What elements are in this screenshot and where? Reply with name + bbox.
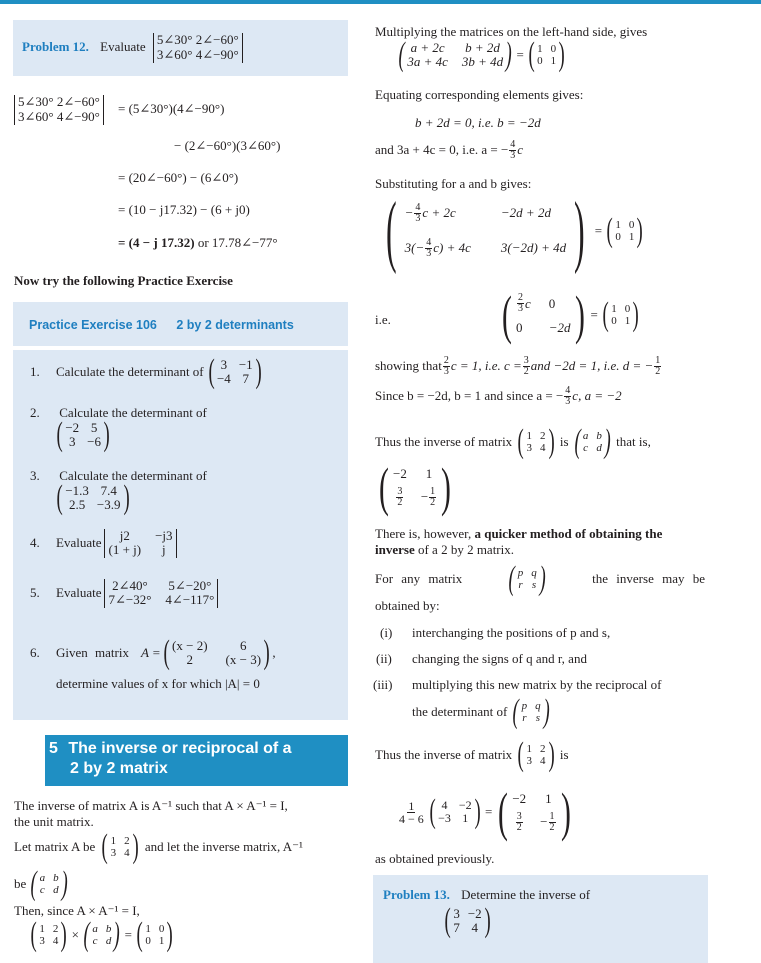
body-p3	[14, 867, 70, 901]
practice-item-6: 6. Given matrix A = ( (x − 2) 6 2 (x − 3) ) ,	[30, 634, 276, 671]
m22: (x − 3)	[225, 652, 262, 667]
m21: 7	[453, 920, 460, 935]
m21: 2	[186, 652, 194, 667]
step-num: (i)	[380, 625, 393, 640]
eq1: b + 2d = 0, i.e. b = −2d	[415, 115, 541, 130]
substitution-equation: ( − $\frac{4}{3}$ c + 2c −2d + 2d 3(− $\frac{4}{3}$ c) + 4c 3(−2d) + 4d ) = ( 1 0 0 1 )	[385, 187, 644, 275]
m21: (1 + j)	[108, 542, 142, 558]
substituting: Substituting for a and b gives:	[375, 176, 532, 191]
body-p1-line1: The inverse of matrix A is A⁻¹ such that A × A⁻¹ = I,	[14, 798, 288, 813]
m22: 4∠−117°	[165, 592, 215, 608]
solution12-line4: = (10 − j17.32) − (6 + j0)	[118, 202, 250, 217]
inv-r1c2: 1	[425, 466, 433, 482]
thus-prefix: Thus the inverse of matrix	[375, 433, 513, 449]
the-inverse-text: the inverse may be	[592, 570, 705, 586]
practice-number: Practice Exercise 106	[29, 318, 157, 332]
eq2-frac	[509, 140, 516, 161]
section-number: 5	[49, 740, 58, 757]
ie-equation: ( $\frac{2}{3}$ c 0 0 −2d ) = ( 1 0 0 1 )	[502, 285, 639, 345]
ie-r2c2: −2d	[548, 320, 571, 336]
problem12-determinant	[153, 33, 243, 63]
solution12-line1: = (5∠30°)(4∠−90°)	[118, 101, 225, 116]
as-obtained: as obtained previously.	[375, 851, 495, 866]
calc-den: 4 − 6	[399, 811, 424, 826]
calc-equation: $\frac{1}{4 - 6}$ ( 4 −2 −3 1 ) = ( −2 1 $\frac{3}{2}$ − $\frac{1}{2}$ )	[399, 782, 571, 842]
body-p3-prefix: be	[14, 875, 27, 891]
m22: −6	[87, 434, 102, 449]
since-suffix: c, a = −2	[572, 388, 622, 404]
top-rule	[0, 0, 761, 4]
lhs-row-2: 3∠60° 4∠−90°	[18, 108, 100, 124]
solution12-alt: or 17.78∠−77°	[194, 235, 278, 250]
step-text: multiplying this new matrix by the reciprocal of	[412, 677, 662, 692]
step-num: (ii)	[376, 651, 392, 666]
section-heading	[45, 735, 348, 786]
practice-item-5	[30, 579, 218, 608]
det-row-2: 3∠60° 4∠−90°	[156, 46, 239, 62]
solution12-answer: = (4 − j 17.32)	[118, 235, 195, 250]
m11: 2∠40°	[112, 578, 148, 593]
m12: −j3	[155, 528, 173, 543]
frac-den: 3	[510, 150, 516, 161]
thus2-line: Thus the inverse of matrix ( 1 2 3 4 ) is	[375, 736, 569, 773]
eq2	[375, 140, 523, 161]
showing: showing that $\frac{2}{3}$ c = 1, i.e. c = $\frac{3}{2}$ and −2d = 1, i.e. d = − $\frac{1}{2}$	[375, 355, 661, 377]
item-text: Calculate the determinant of	[59, 405, 207, 420]
section-title-line2: 2 by 2 matrix	[70, 760, 168, 777]
practice-item-6-line2: determine values of x for which |A| = 0	[56, 676, 260, 691]
m22: −3.9	[96, 497, 121, 512]
eq2-prefix: and 3a + 4c = 0, i.e. a = −	[375, 142, 509, 158]
item-number: 2.	[30, 405, 40, 420]
eq2-suffix: c	[517, 142, 524, 158]
sub-r1c1: c + 2c	[422, 205, 456, 221]
m22: 7	[242, 371, 249, 386]
p11: a + 2c	[410, 39, 445, 55]
step-2	[376, 651, 587, 667]
sub-r2c1: c) + 4c	[433, 240, 471, 256]
det-row-1: 5∠30° 2∠−60°	[156, 32, 239, 47]
item-number: 3.	[30, 468, 40, 483]
matrix-A: ( 1 2 3 4 )	[101, 828, 139, 865]
quicker-method	[375, 526, 705, 559]
item-number: 5.	[30, 585, 40, 601]
frac-num: 4	[510, 139, 516, 150]
m21: 7∠−32°	[108, 592, 152, 608]
step-1	[380, 625, 610, 641]
for-any: For any matrix ( p q r s ) the inverse may be	[375, 560, 705, 597]
item-text: Evaluate	[56, 535, 102, 551]
solution12-line2: − (2∠−60°)(3∠60°)	[174, 138, 281, 153]
p22: 3b + 4d	[461, 54, 504, 69]
calc-num: 1	[408, 798, 415, 813]
item-text: Given matrix	[56, 644, 129, 660]
quicker-plain: There is, however,	[375, 526, 475, 541]
m11: −2	[65, 419, 80, 435]
step-num: (iii)	[373, 677, 393, 692]
sub-r1c2: −2d + 2d	[500, 205, 551, 221]
step-text: interchanging the positions of p and s,	[412, 625, 611, 640]
practice-item-4	[30, 529, 177, 558]
now-try-heading: Now try the following Practice Exercise	[14, 273, 233, 288]
m12: −1	[238, 356, 253, 372]
step-3	[373, 677, 661, 693]
m21: 3	[69, 434, 76, 449]
practice-subtitle: 2 by 2 determinants	[176, 318, 294, 332]
m12: 7.4	[100, 482, 117, 498]
intro: Multiplying the matrices on the left-hand side, gives	[375, 24, 648, 39]
body-p2	[14, 830, 303, 864]
section-title-line1: The inverse or reciprocal of a	[68, 740, 292, 757]
showing-mid2: and −2d = 1, i.e. d = −	[530, 358, 654, 374]
inverse-result: ( −2 1 $\frac{3}{2}$ − $\frac{1}{2}$ )	[379, 457, 452, 517]
practice-item-3-matrix: ( −1.3 7.4 2.5 −3.9 )	[56, 479, 130, 516]
practice-item-2-matrix: ( −2 5 3 −6 )	[56, 416, 110, 453]
m12: 5	[90, 419, 98, 435]
product-matrix: ( a + 2c b + 2d 3a + 4c 3b + 4d )	[398, 36, 512, 73]
m22: j	[162, 542, 166, 558]
ie-r1c2: 0	[548, 295, 556, 311]
showing-prefix: showing that	[375, 358, 442, 374]
p12: b + 2d	[465, 39, 500, 55]
since-line: Since b = −2d, b = 1 and since a = − $\frac{4}{3}$ c, a = −2	[375, 385, 622, 407]
equating: Equating corresponding elements gives:	[375, 87, 584, 102]
item-determinant	[104, 579, 218, 608]
item-text: Calculate the determinant of	[59, 468, 207, 483]
m11: 3	[453, 905, 460, 921]
for-any-text: For any matrix	[375, 570, 463, 586]
m12: 5∠−20°	[168, 578, 212, 593]
m11: (x − 2)	[172, 637, 208, 653]
item-number: 6.	[30, 644, 40, 660]
item-matrix: ( (x − 2) 6 2 (x − 3) )	[163, 634, 270, 671]
solution12-line5	[118, 235, 278, 251]
matrix-inverse-abcd: ( a b c d )	[30, 865, 68, 902]
m11: −1.3	[65, 482, 89, 498]
thus-is: is	[559, 433, 569, 449]
item-determinant	[104, 529, 176, 558]
m11: 3	[220, 356, 228, 372]
m22: 4	[471, 920, 478, 935]
ie-label: i.e.	[375, 312, 391, 327]
m21: −4	[216, 371, 231, 386]
thus-suffix: that is,	[616, 433, 651, 449]
product-equation: ( a + 2c b + 2d 3a + 4c 3b + 4d ) = ( 1 0 0 1 )	[396, 38, 567, 72]
m11: j2	[119, 528, 130, 543]
item-text: Calculate the determinant of	[56, 363, 204, 379]
p21: 3a + 4c	[407, 54, 448, 69]
problem12-label: Problem 12.	[22, 38, 89, 54]
thus-line: Thus the inverse of matrix ( 1 2 3 4 ) is ( a b c d ) that is,	[375, 423, 651, 460]
c21: −3	[438, 811, 451, 825]
m12: −2	[467, 905, 482, 921]
inv-r1c1: −2	[392, 466, 407, 482]
thus2-prefix: Thus the inverse of matrix	[375, 746, 513, 762]
m12: 6	[240, 637, 247, 653]
item-matrix: ( 3 −1 −4 7 )	[208, 353, 262, 390]
quicker-end: of a 2 by 2 matrix.	[414, 542, 515, 558]
m21: 2.5	[69, 497, 86, 512]
thus2-is: is	[559, 746, 569, 762]
step-3-line2: the determinant of ( p q r s )	[412, 693, 550, 730]
practice-item-1	[30, 355, 264, 389]
body-p1-line2: the unit matrix.	[14, 814, 94, 829]
obtained-by: obtained by:	[375, 598, 440, 613]
c12: −2	[458, 797, 472, 812]
problem13-label: Problem 13.	[383, 887, 450, 902]
step3-text: the determinant of	[412, 703, 508, 719]
body-p2-prefix: Let matrix A be	[14, 838, 96, 854]
item-number: 4.	[30, 535, 40, 551]
solution12-lhs	[14, 95, 104, 125]
showing-mid1: c = 1, i.e. c =	[450, 358, 522, 374]
problem13-matrix: ( 3 −2 7 4 )	[444, 902, 491, 939]
step-text: changing the signs of q and r, and	[412, 651, 587, 666]
lhs-row-1: 5∠30° 2∠−60°	[18, 94, 100, 109]
problem13	[383, 887, 590, 903]
body-equation: ( 1 2 3 4 ) × ( a b c d ) = ( 1 0 0 1 )	[30, 916, 174, 953]
practice-title	[29, 318, 294, 334]
c22: 1	[462, 811, 469, 825]
item-lhs: A =	[140, 644, 161, 660]
problem12-instruction: Evaluate	[100, 38, 146, 54]
c11: 4	[441, 797, 448, 812]
problem12	[22, 33, 243, 63]
solution12-determinant	[14, 95, 104, 125]
item-number: 1.	[30, 363, 40, 379]
since-prefix: Since b = −2d, b = 1 and since a = −	[375, 388, 564, 404]
body-p4: Then, since A × A⁻¹ = I,	[14, 903, 140, 918]
quicker-bold: a quicker method of obtaining the inverse	[375, 526, 663, 558]
item-text: Evaluate	[56, 585, 102, 601]
problem13-text: Determine the inverse of	[461, 887, 591, 902]
ie-r1c1: c	[524, 295, 531, 311]
body-p2-suffix: and let the inverse matrix, A⁻¹	[144, 838, 303, 854]
sub-r2c2: 3(−2d) + 4d	[500, 240, 567, 256]
solution12-line3: = (20∠−60°) − (6∠0°)	[118, 170, 239, 185]
